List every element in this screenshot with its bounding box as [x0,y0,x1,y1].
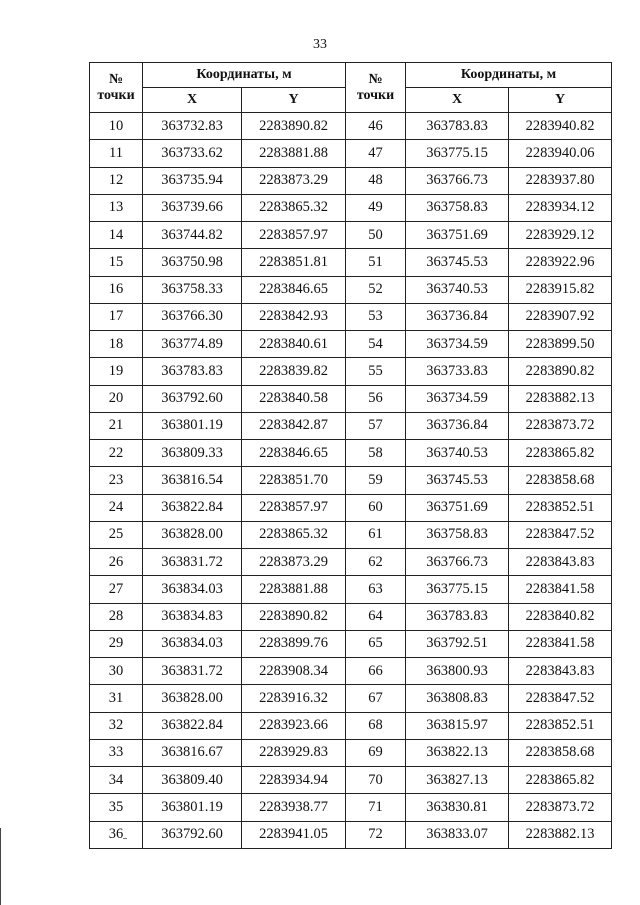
x-cell: 363783.83 [406,603,509,630]
x-cell: 363736.84 [406,412,509,439]
point-number-cell: 31 [90,685,143,712]
y-cell: 2283846.65 [242,440,346,467]
page-number: 33 [313,37,327,52]
point-number-cell: 47 [346,140,406,167]
point-number-cell: 32 [90,712,143,739]
y-cell: 2283940.82 [509,113,612,140]
x-cell: 363816.67 [143,739,242,766]
y-cell: 2283873.29 [242,167,346,194]
y-cell: 2283922.96 [509,249,612,276]
y-cell: 2283890.82 [242,113,346,140]
x-cell: 363827.13 [406,767,509,794]
y-cell: 2283923.66 [242,712,346,739]
y-cell: 2283847.52 [509,685,612,712]
point-number-cell: 21 [90,412,143,439]
x-cell: 363809.33 [143,440,242,467]
point-number-cell: 26 [90,549,143,576]
x-cell: 363739.66 [143,194,242,221]
x-cell: 363822.13 [406,739,509,766]
y-cell: 2283937.80 [509,167,612,194]
y-cell: 2283938.77 [242,794,346,821]
point-number-cell: 56 [346,385,406,412]
point-number-cell: 10 [90,113,143,140]
point-number-cell: 46 [346,113,406,140]
y-cell: 2283882.13 [509,385,612,412]
x-cell: 363751.69 [406,222,509,249]
point-number-cell: 66 [346,658,406,685]
y-cell: 2283857.97 [242,222,346,249]
point-number-cell: 69 [346,739,406,766]
x-cell: 363792.60 [143,385,242,412]
y-cell: 2283842.87 [242,412,346,439]
point-number-cell: 54 [346,331,406,358]
y-cell: 2283882.13 [509,821,612,848]
point-number-cell: 71 [346,794,406,821]
y-cell: 2283873.72 [509,412,612,439]
point-number-cell: 62 [346,549,406,576]
x-cell: 363834.03 [143,576,242,603]
y-cell: 2283840.58 [242,385,346,412]
y-cell: 2283858.68 [509,739,612,766]
x-cell: 363766.73 [406,549,509,576]
table-row [90,549,612,576]
table-row [90,739,612,766]
point-number-cell: 15 [90,249,143,276]
number-word: точки [356,87,395,103]
point-number-header-right [346,63,406,113]
x-cell: 363822.84 [143,494,242,521]
x-cell: 363733.83 [406,358,509,385]
x-cell: 363758.33 [143,276,242,303]
table-body [90,113,612,849]
y-cell: 2283857.97 [242,494,346,521]
x-cell: 363831.72 [143,658,242,685]
point-number-cell: 16 [90,276,143,303]
point-number-cell: 20 [90,385,143,412]
y-cell: 2283841.58 [509,576,612,603]
x-cell: 363758.83 [406,521,509,548]
point-number-header-left [90,63,143,113]
table-row [90,331,612,358]
x-cell: 363775.15 [406,140,509,167]
point-number-cell: 50 [346,222,406,249]
x-cell: 363774.89 [143,331,242,358]
point-number-cell: 55 [346,358,406,385]
y-cell: 2283865.82 [509,767,612,794]
y-cell: 2283934.12 [509,194,612,221]
x-cell: 363816.54 [143,467,242,494]
x-cell: 363801.19 [143,412,242,439]
point-number-cell: 22 [90,440,143,467]
point-number-cell: 14 [90,222,143,249]
point-number-cell: 60 [346,494,406,521]
x-cell: 363808.83 [406,685,509,712]
x-cell: 363775.15 [406,576,509,603]
table-row [90,140,612,167]
table-row [90,685,612,712]
y-cell: 2283907.92 [509,303,612,330]
x-cell: 363745.53 [406,249,509,276]
table-row [90,412,612,439]
point-number-cell: 70 [346,767,406,794]
point-number-cell: 13 [90,194,143,221]
table-row [90,658,612,685]
x-header-left: X [143,88,242,113]
y-cell: 2283934.94 [242,767,346,794]
table-row [90,794,612,821]
y-header-right: Y [509,88,612,113]
point-number-cell: 29 [90,630,143,657]
table-row [90,249,612,276]
y-cell: 2283865.32 [242,194,346,221]
x-cell: 363758.83 [406,194,509,221]
point-number-cell: 35 [90,794,143,821]
point-number-cell: 19 [90,358,143,385]
point-number-cell: 28 [90,603,143,630]
point-number-cell: 65 [346,630,406,657]
table-row [90,167,612,194]
y-cell: 2283881.88 [242,140,346,167]
coordinates-table [89,62,612,849]
y-cell: 2283843.83 [509,549,612,576]
y-cell: 2283865.82 [509,440,612,467]
y-cell: 2283929.12 [509,222,612,249]
x-cell: 363750.98 [143,249,242,276]
x-cell: 363751.69 [406,494,509,521]
point-number-cell: 24 [90,494,143,521]
x-cell: 363828.00 [143,521,242,548]
point-number-cell: 33 [90,739,143,766]
x-header-right: X [406,88,509,113]
x-cell: 363815.97 [406,712,509,739]
point-number-cell: 64 [346,603,406,630]
x-cell: 363834.83 [143,603,242,630]
point-number-cell: 51 [346,249,406,276]
point-number-cell: 23 [90,467,143,494]
coordinates-header-right: Координаты, м [406,63,612,88]
x-cell: 363809.40 [143,767,242,794]
y-cell: 2283940.06 [509,140,612,167]
point-number-cell: 63 [346,576,406,603]
number-sign: № [108,71,124,87]
table-row [90,440,612,467]
table-row [90,603,612,630]
y-cell: 2283890.82 [242,603,346,630]
y-header-left: Y [242,88,346,113]
point-number-cell: 34 [90,767,143,794]
point-number-cell: 59 [346,467,406,494]
x-cell: 363783.83 [406,113,509,140]
x-cell: 363792.60 [143,821,242,848]
y-cell: 2283851.70 [242,467,346,494]
table-row [90,276,612,303]
x-cell: 363766.73 [406,167,509,194]
x-cell: 363732.83 [143,113,242,140]
point-number-cell: 49 [346,194,406,221]
point-number-cell: 11 [90,140,143,167]
table-row [90,194,612,221]
point-number-cell: 72 [346,821,406,848]
x-cell: 363733.62 [143,140,242,167]
point-number-cell: 52 [346,276,406,303]
table-row [90,576,612,603]
y-cell: 2283846.65 [242,276,346,303]
point-number-cell: 61 [346,521,406,548]
x-cell: 363734.59 [406,385,509,412]
y-cell: 2283929.83 [242,739,346,766]
x-cell: 363833.07 [406,821,509,848]
table-row [90,385,612,412]
y-cell: 2283865.32 [242,521,346,548]
y-cell: 2283842.93 [242,303,346,330]
x-cell: 363828.00 [143,685,242,712]
table-row [90,630,612,657]
y-cell: 2283916.32 [242,685,346,712]
y-cell: 2283941.05 [242,821,346,848]
point-number-cell: 48 [346,167,406,194]
y-cell: 2283847.52 [509,521,612,548]
y-cell: 2283852.51 [509,712,612,739]
x-cell: 363740.53 [406,276,509,303]
number-sign: № [368,71,383,87]
coordinates-header-left: Координаты, м [143,63,346,88]
table-row [90,821,612,848]
table-row [90,712,612,739]
y-cell: 2283899.76 [242,630,346,657]
point-number-cell: 27 [90,576,143,603]
point-number-cell: 18 [90,331,143,358]
y-cell: 2283881.88 [242,576,346,603]
table-row [90,767,612,794]
x-cell: 363745.53 [406,467,509,494]
x-cell: 363735.94 [143,167,242,194]
point-number-cell: 30 [90,658,143,685]
scan-speck [123,838,127,839]
x-cell: 363740.53 [406,440,509,467]
x-cell: 363830.81 [406,794,509,821]
table-row [90,358,612,385]
x-cell: 363831.72 [143,549,242,576]
x-cell: 363734.59 [406,331,509,358]
x-cell: 363834.03 [143,630,242,657]
y-cell: 2283873.72 [509,794,612,821]
table-row [90,521,612,548]
y-cell: 2283839.82 [242,358,346,385]
scan-edge-line [0,828,1,905]
point-number-cell: 57 [346,412,406,439]
y-cell: 2283908.34 [242,658,346,685]
x-cell: 363783.83 [143,358,242,385]
table-row [90,467,612,494]
x-cell: 363800.93 [406,658,509,685]
x-cell: 363801.19 [143,794,242,821]
table-row [90,113,612,140]
table-row [90,222,612,249]
y-cell: 2283873.29 [242,549,346,576]
table-header [90,63,612,113]
y-cell: 2283851.81 [242,249,346,276]
table-row [90,303,612,330]
point-number-cell: 68 [346,712,406,739]
point-number-cell: 12 [90,167,143,194]
x-cell: 363822.84 [143,712,242,739]
point-number-cell: 53 [346,303,406,330]
y-cell: 2283899.50 [509,331,612,358]
point-number-cell: 58 [346,440,406,467]
x-cell: 363766.30 [143,303,242,330]
x-cell: 363744.82 [143,222,242,249]
y-cell: 2283840.82 [509,603,612,630]
point-number-cell: 17 [90,303,143,330]
table-row [90,494,612,521]
x-cell: 363736.84 [406,303,509,330]
y-cell: 2283858.68 [509,467,612,494]
y-cell: 2283915.82 [509,276,612,303]
x-cell: 363792.51 [406,630,509,657]
y-cell: 2283890.82 [509,358,612,385]
number-word: точки [97,87,135,103]
y-cell: 2283852.51 [509,494,612,521]
point-number-cell: 36 [90,821,143,848]
point-number-cell: 67 [346,685,406,712]
point-number-cell: 25 [90,521,143,548]
y-cell: 2283841.58 [509,630,612,657]
y-cell: 2283843.83 [509,658,612,685]
y-cell: 2283840.61 [242,331,346,358]
